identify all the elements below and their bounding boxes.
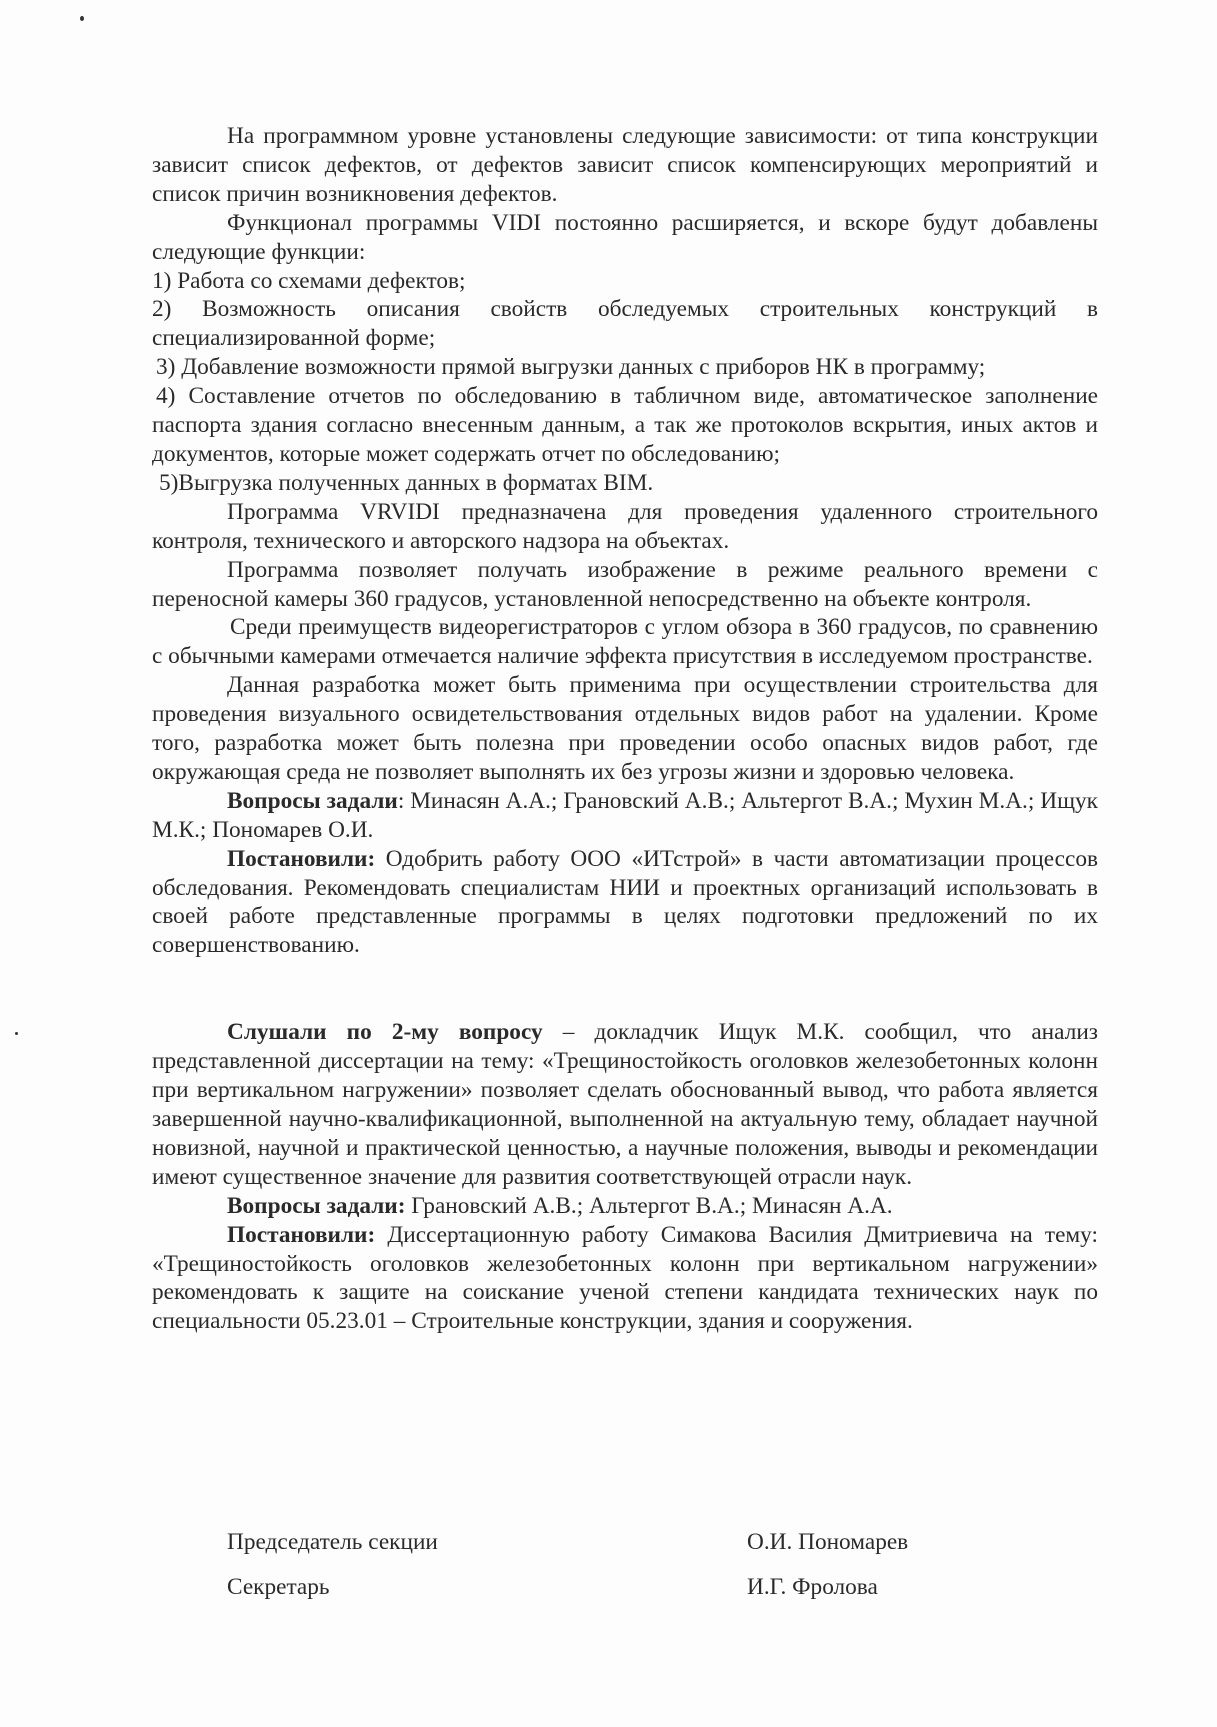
questions-text-2: Грановский А.В.; Альтергот В.А.; Минасян А.А. — [405, 1192, 893, 1219]
heard-label-2: Слушали по 2-му вопросу — [227, 1019, 543, 1046]
paragraph-advantages: Среди преимуществ видеорегистраторов с углом обзора в 360 градусов, по сравнению с обычными камерами отмечается наличие эффекта присутствия в исследуемом пространстве. — [152, 614, 1098, 670]
questions-section-1 — [152, 787, 1098, 845]
resolution-text-1: Одобрить работу ООО «ИТстрой» в части автоматизации процессов обследования. Рекомендовать специалистам НИИ и проектных организаций использовать в своей работе представленные программы в целях подготовки предложений по их совершенствованию. — [152, 845, 1098, 959]
list-item-2: 2) Возможность описания свойств обследуемых строительных конструкций в специализированной форме; — [152, 296, 1098, 352]
list-item-3: 3) Добавление возможности прямой выгрузки данных с приборов НК в программу; — [156, 354, 986, 381]
resolution-section-1 — [152, 845, 1098, 961]
paragraph-application: Данная разработка может быть применима при осуществлении строительства для проведения визуального освидетельствования отдельных видов работ на удалении. Кроме того, разработка может быть полезна при проведении особо опасных видов работ, где окружающая среда не позволяет выполнять их без угрозы жизни и здоровью человека. — [152, 672, 1098, 785]
list-item-4: 4) Составление отчетов по обследованию в табличном виде, автоматическое заполнение паспорта здания согласно внесенным данным, а так же протоколов вскрытия, иных актов и документов, которые может содержать отчет по обследованию; — [152, 383, 1098, 467]
questions-label-1: Вопросы задали — [227, 787, 398, 814]
document-body — [152, 122, 1098, 1336]
list-item-5: 5)Выгрузка полученных данных в форматах BIM. — [159, 469, 654, 496]
scan-speck — [15, 1032, 18, 1035]
heard-section-2 — [152, 1018, 1098, 1191]
signature-name-chair: О.И. Пономарев — [747, 1529, 909, 1555]
signature-row — [227, 1528, 927, 1573]
list-item-1: 1) Работа со схемами дефектов; — [152, 267, 466, 294]
resolution-section-2 — [152, 1221, 1098, 1337]
signature-role-chair: Председатель секции — [227, 1529, 438, 1555]
heard-text-2: – докладчик Ищук М.К. сообщил, что анализ представленной диссертации на тему: «Трещиностойкость оголовков железобетонных колонн при вертикальном нагружении» позволяет сделать обоснованный вывод, что работа является завершенной научно-квалификационной, выполненной на актуальную тему, обладает научной новизной, научной и практической ценностью, а научные положения, выводы и рекомендации имеют существенное значение для развития соответствующей отрасли наук. — [152, 1019, 1098, 1190]
signature-row — [227, 1573, 927, 1618]
signature-block — [227, 1528, 927, 1618]
questions-label-2: Вопросы задали: — [227, 1192, 406, 1219]
questions-section-2 — [152, 1192, 1098, 1221]
resolution-label-2: Постановили: — [227, 1221, 376, 1248]
questions-text-1: : Минасян А.А.; Грановский А.В.; Альтергот В.А.; Мухин М.А.; Ищук М.К.; Пономарев О.И. — [152, 787, 1098, 843]
scan-speck — [80, 16, 84, 21]
resolution-label-1: Постановили: — [227, 845, 376, 872]
signature-role-secretary: Секретарь — [227, 1574, 330, 1600]
paragraph-vidi-functions: Функционал программы VIDI постоянно расширяется, и вскоре будут добавлены следующие функции: — [152, 209, 1098, 265]
resolution-text-2: Диссертационную работу Симакова Василия Дмитриевича на тему: «Трещиностойкость оголовков железобетонных колонн при вертикальном нагружении» рекомендовать к защите на соискание ученой степени кандидата технических наук по специальности 05.23.01 – Строительные конструкции, здания и сооружения. — [152, 1221, 1098, 1335]
paragraph-realtime: Программа позволяет получать изображение в режиме реального времени с переносной камеры 360 градусов, установленной непосредственно на объекте контроля. — [152, 556, 1098, 612]
paragraph-dependencies: На программном уровне установлены следующие зависимости: от типа конструкции зависит список дефектов, от дефектов зависит список компенсирующих мероприятий и список причин возникновения дефектов. — [152, 123, 1098, 207]
section-spacer — [152, 960, 1098, 1018]
paragraph-vrvidi: Программа VRVIDI предназначена для проведения удаленного строительного контроля, технического и авторского надзора на объектах. — [152, 498, 1098, 554]
signature-name-secretary: И.Г. Фролова — [747, 1574, 878, 1600]
